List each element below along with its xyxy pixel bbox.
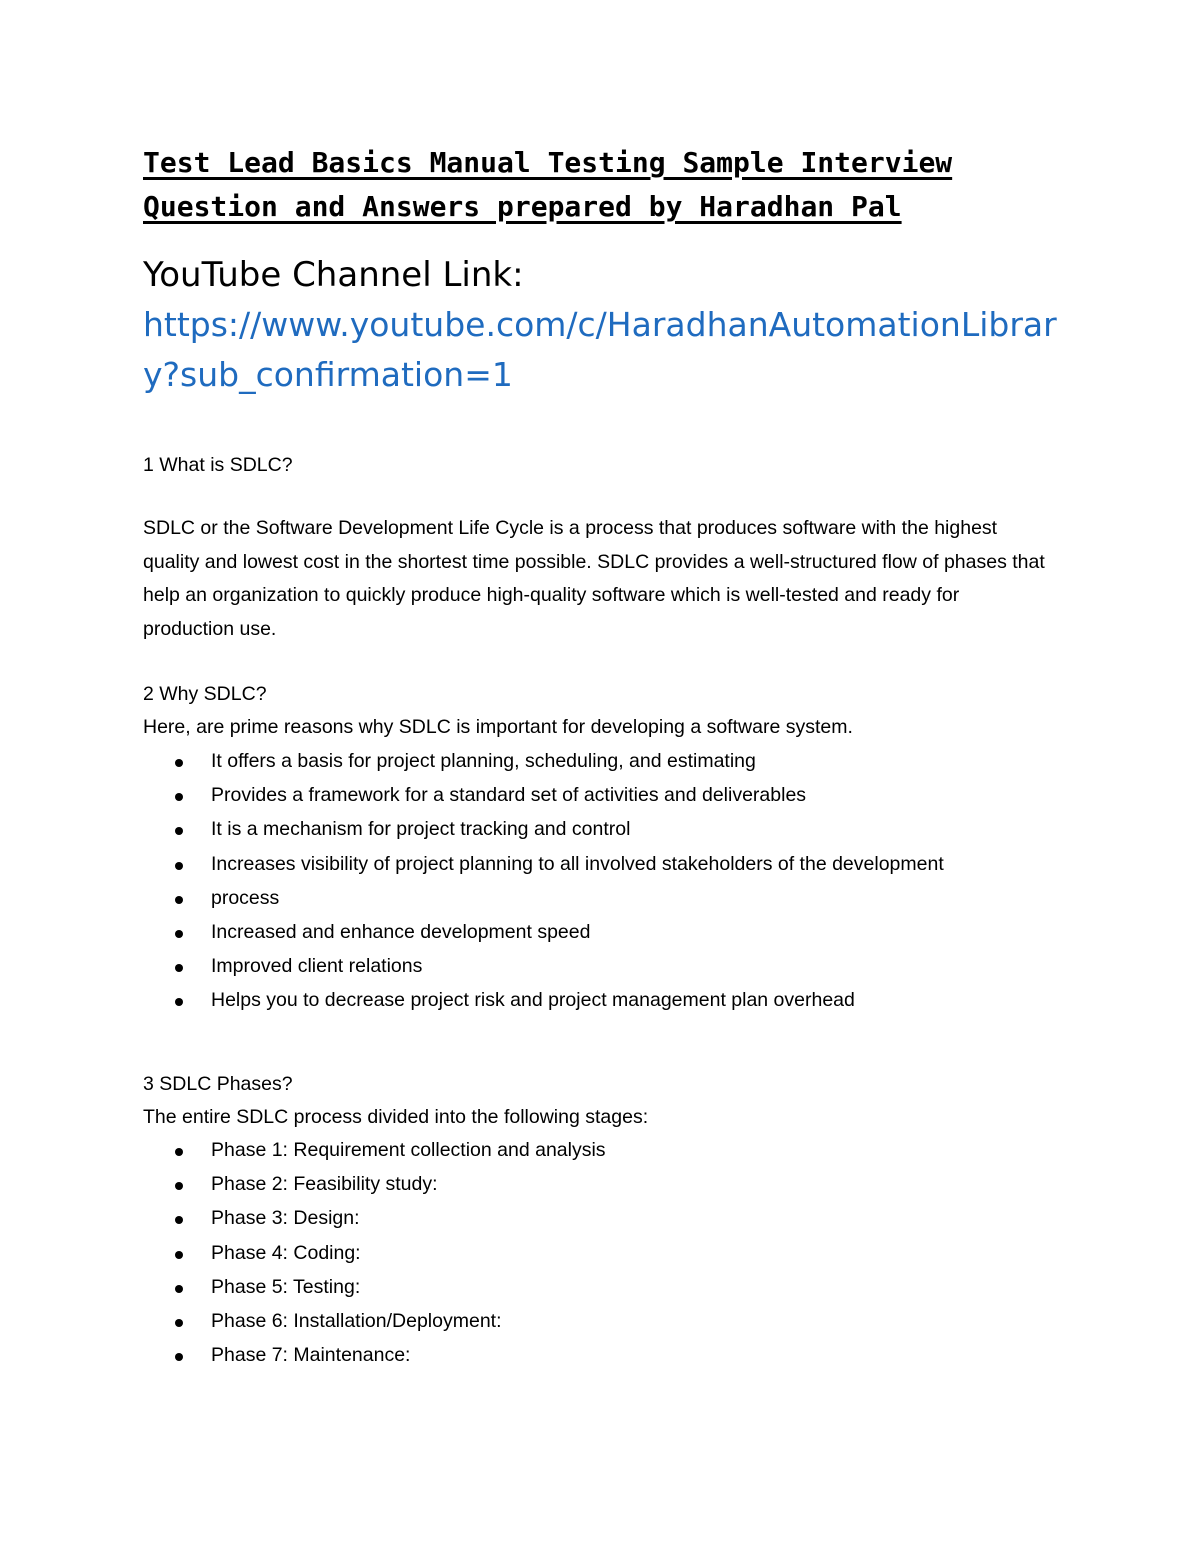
list-item-text: Increased and enhance development speed [211,920,591,943]
sdlc-phases-list [143,1134,606,1373]
sdlc-reasons-list [143,745,944,1019]
list-item-text: Phase 5: Testing: [211,1275,361,1298]
bullet-icon [175,1251,183,1259]
bullet-icon [175,1285,183,1293]
list-item-text: It is a mechanism for project tracking and control [211,818,631,841]
question-2: 2 Why SDLC? [143,683,267,705]
list-item-text: Phase 1: Requirement collection and analysis [211,1139,606,1161]
list-item [143,1202,606,1236]
list-item [143,916,944,950]
list-item [143,1168,606,1202]
bullet-icon [175,1182,183,1190]
list-item-text: Provides a framework for a standard set of activities and deliverables [211,784,807,807]
bullet-icon [175,998,183,1006]
bullet-icon [175,827,183,835]
youtube-channel-link[interactable]: https://www.youtube.com/c/HaradhanAutomationLibrary?sub_confirmation=1 [143,305,1057,394]
list-item-text: Phase 6: Installation/Deployment: [211,1309,502,1332]
question-3: 3 SDLC Phases? [143,1073,293,1095]
bullet-icon [175,1216,183,1224]
list-item-text: Phase 4: Coding: [211,1241,361,1264]
list-item [143,1237,606,1271]
list-item [143,882,944,916]
question-1: 1 What is SDLC? [143,454,293,476]
bullet-icon [175,1319,183,1327]
list-item-text: Increases visibility of project planning to all involved stakeholders of the development [211,852,944,875]
list-item-text: process [211,886,280,909]
list-item [143,1271,606,1305]
list-item-text: Improved client relations [211,955,423,978]
list-item [143,984,944,1018]
bullet-icon [175,896,183,904]
list-item [143,1305,606,1339]
list-item [143,813,944,847]
answer-3-intro: The entire SDLC process divided into the following stages: [143,1106,649,1128]
list-item [143,848,944,882]
bullet-icon [175,862,183,870]
list-item-text: Phase 2: Feasibility study: [211,1173,438,1196]
bullet-icon [175,793,183,801]
answer-1: SDLC or the Software Development Life Cycle is a process that produces software with the highest quality and lowest cost in the shortest time possible. SDLC provides a well-structured flow of phases that help an organization to quickly produce high-quality software which is well-tested and ready for production use. [143,517,1045,640]
list-item-text: Phase 3: Design: [211,1207,360,1230]
list-item [143,745,944,779]
bullet-icon [175,930,183,938]
list-item [143,1134,606,1168]
list-item [143,950,944,984]
list-item [143,779,944,813]
list-item-text: Phase 7: Maintenance: [211,1344,411,1367]
list-item [143,1339,606,1373]
document-title: Test Lead Basics Manual Testing Sample Interview Question and Answers prepared by Haradhan Pal [143,146,953,223]
bullet-icon [175,1353,183,1361]
bullet-icon [175,1148,183,1156]
bullet-icon [175,964,183,972]
list-item-text: It offers a basis for project planning, scheduling, and estimating [211,750,756,772]
youtube-channel-label: YouTube Channel Link: [143,255,524,295]
answer-2-intro: Here, are prime reasons why SDLC is important for developing a software system. [143,716,853,738]
list-item-text: Helps you to decrease project risk and project management plan overhead [211,989,855,1012]
bullet-icon [175,759,183,767]
